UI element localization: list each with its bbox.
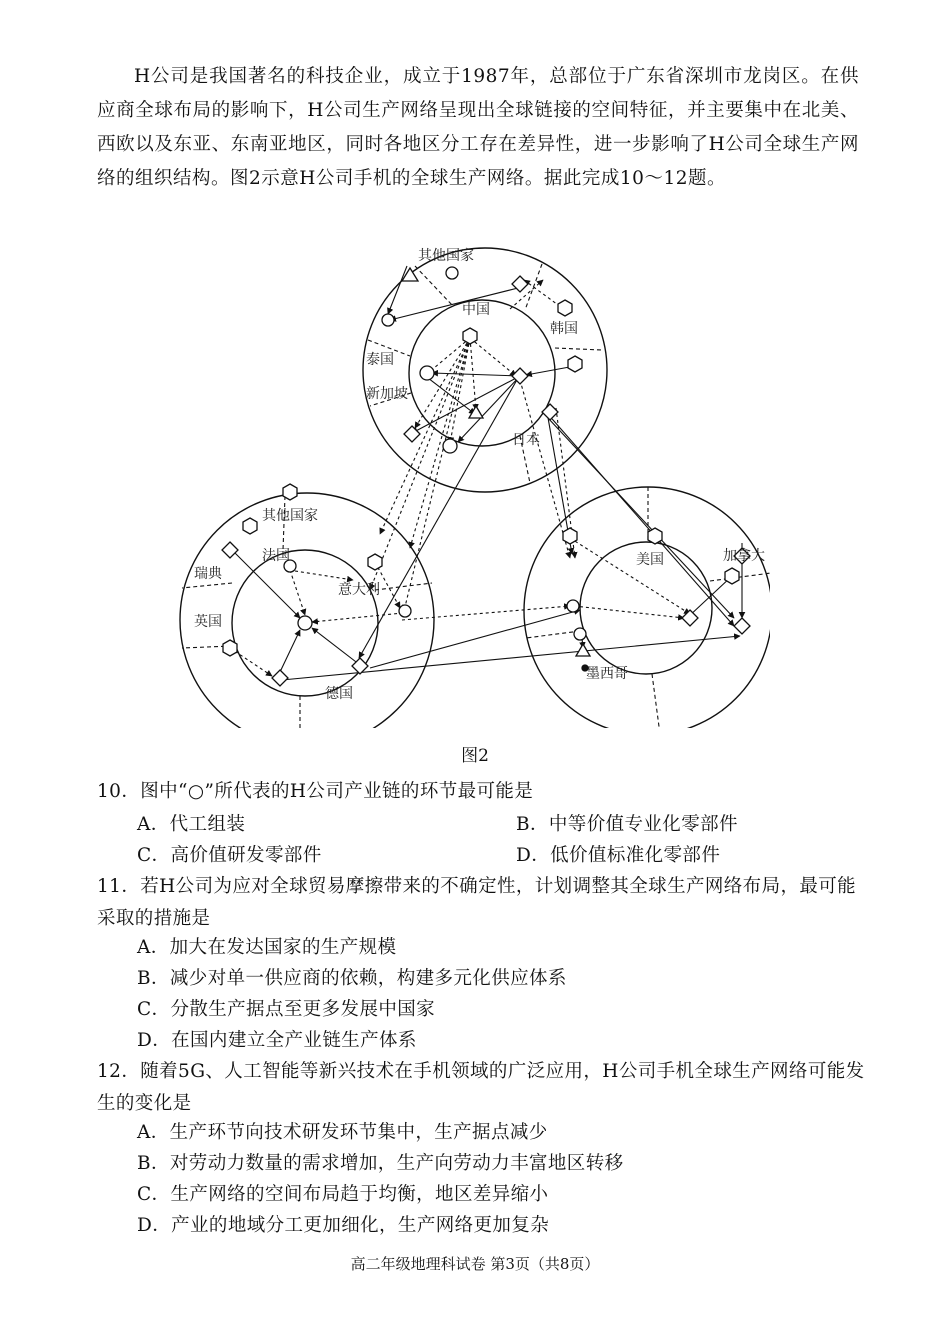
- diamond-node: [734, 618, 750, 634]
- circle-node: [567, 600, 579, 612]
- option-d: D．产业的地域分工更加细化，生产网络更加复杂: [137, 1215, 550, 1236]
- circle-node: [446, 267, 458, 279]
- intro-passage: [97, 60, 859, 196]
- label-france: 法国: [262, 548, 290, 564]
- hexagon-node: [558, 300, 572, 316]
- europe-outer-ring: [180, 493, 434, 728]
- hexagon-node: [568, 356, 582, 372]
- label-italy: 意大利: [338, 582, 380, 598]
- diamond-node: [272, 670, 288, 686]
- label-china: 中国: [462, 302, 490, 318]
- question-11: [97, 871, 867, 935]
- option-b: B．中等价值专业化零部件: [516, 814, 738, 835]
- diamond-node: [404, 426, 420, 442]
- hexagon-node: [368, 554, 382, 570]
- triangle-node: [469, 406, 483, 418]
- option-d: D．低价值标准化零部件: [516, 845, 721, 866]
- question-stem: 11．若H公司为应对全球贸易摩擦带来的不确定性，计划调整其全球生产网络布局，最可能采取的措施是: [97, 876, 857, 929]
- label-mexico: 墨西哥: [586, 666, 628, 682]
- hexagon-node: [223, 640, 237, 656]
- page-footer: 高二年级地理科试卷 第3页（共8页）: [350, 1255, 600, 1273]
- diamond-node: [542, 404, 558, 420]
- label-japan: 日本: [512, 432, 540, 448]
- circle-node: [382, 314, 394, 326]
- circle-node: [298, 616, 312, 630]
- hexagon-node: [648, 528, 662, 544]
- option-c: C．高价值研发零部件: [137, 845, 322, 866]
- label-asia-other: 其他国家: [418, 248, 474, 264]
- question-stem: 10．图中“○”所代表的H公司产业链的环节最可能是: [97, 781, 534, 802]
- figure-caption: 图2: [461, 746, 489, 766]
- option-b: B．减少对单一供应商的依赖，构建多元化供应体系: [137, 968, 567, 989]
- circle-node: [420, 366, 434, 380]
- circle-node: [574, 628, 586, 640]
- intro-text: H公司是我国著名的科技企业，成立于1987年，总部位于广东省深圳市龙岗区。在供应商全球布局的影响下，H公司生产网络呈现出全球链接的空间特征，并主要集中在北美、西欧以及东亚、东南亚地区，同时各地区分工存在差异性，进一步影响了H公司全球生产网络的组织结构。图2示意H公司手机的全球生产网络。据此完成10～12题。: [97, 66, 859, 189]
- americas-outer-ring: [524, 487, 770, 728]
- hexagon-node: [563, 528, 577, 544]
- hexagon-node: [243, 518, 257, 534]
- circle-node: [443, 439, 457, 453]
- diamond-node: [222, 542, 238, 558]
- hexagon-node: [283, 484, 297, 500]
- option-c: C．生产网络的空间布局趋于均衡，地区差异缩小: [137, 1184, 549, 1205]
- circle-node: [399, 605, 411, 617]
- label-sweden: 瑞典: [194, 566, 222, 582]
- hexagon-node: [463, 328, 477, 344]
- triangle-node: [576, 644, 590, 656]
- option-a: A．加大在发达国家的生产规模: [137, 937, 397, 958]
- option-c: C．分散生产据点至更多发展中国家: [137, 999, 436, 1020]
- option-b: B．对劳动力数量的需求增加，生产向劳动力丰富地区转移: [137, 1153, 624, 1174]
- label-singapore: 新加坡: [366, 386, 408, 402]
- question-stem: 12．随着5G、人工智能等新兴技术在手机领域的广泛应用，H公司手机全球生产网络可能发生的变化是: [97, 1061, 865, 1114]
- production-network-diagram: [170, 228, 770, 728]
- question-10: [97, 776, 867, 808]
- label-canada: 加拿大: [723, 548, 765, 564]
- option-d: D．在国内建立全产业链生产体系: [137, 1030, 417, 1051]
- label-usa: 美国: [636, 552, 664, 568]
- diamond-node: [682, 610, 698, 626]
- question-12: [97, 1056, 867, 1120]
- label-korea: 韩国: [550, 321, 578, 337]
- label-germany: 德国: [325, 686, 353, 702]
- option-a: A．代工组装: [137, 814, 246, 835]
- label-europe-other: 其他国家: [262, 508, 318, 524]
- diamond-node: [512, 276, 528, 292]
- label-thailand: 泰国: [366, 352, 394, 368]
- label-uk: 英国: [194, 614, 222, 630]
- hexagon-node: [725, 568, 739, 584]
- option-a: A．生产环节向技术研发环节集中，生产据点减少: [137, 1122, 548, 1143]
